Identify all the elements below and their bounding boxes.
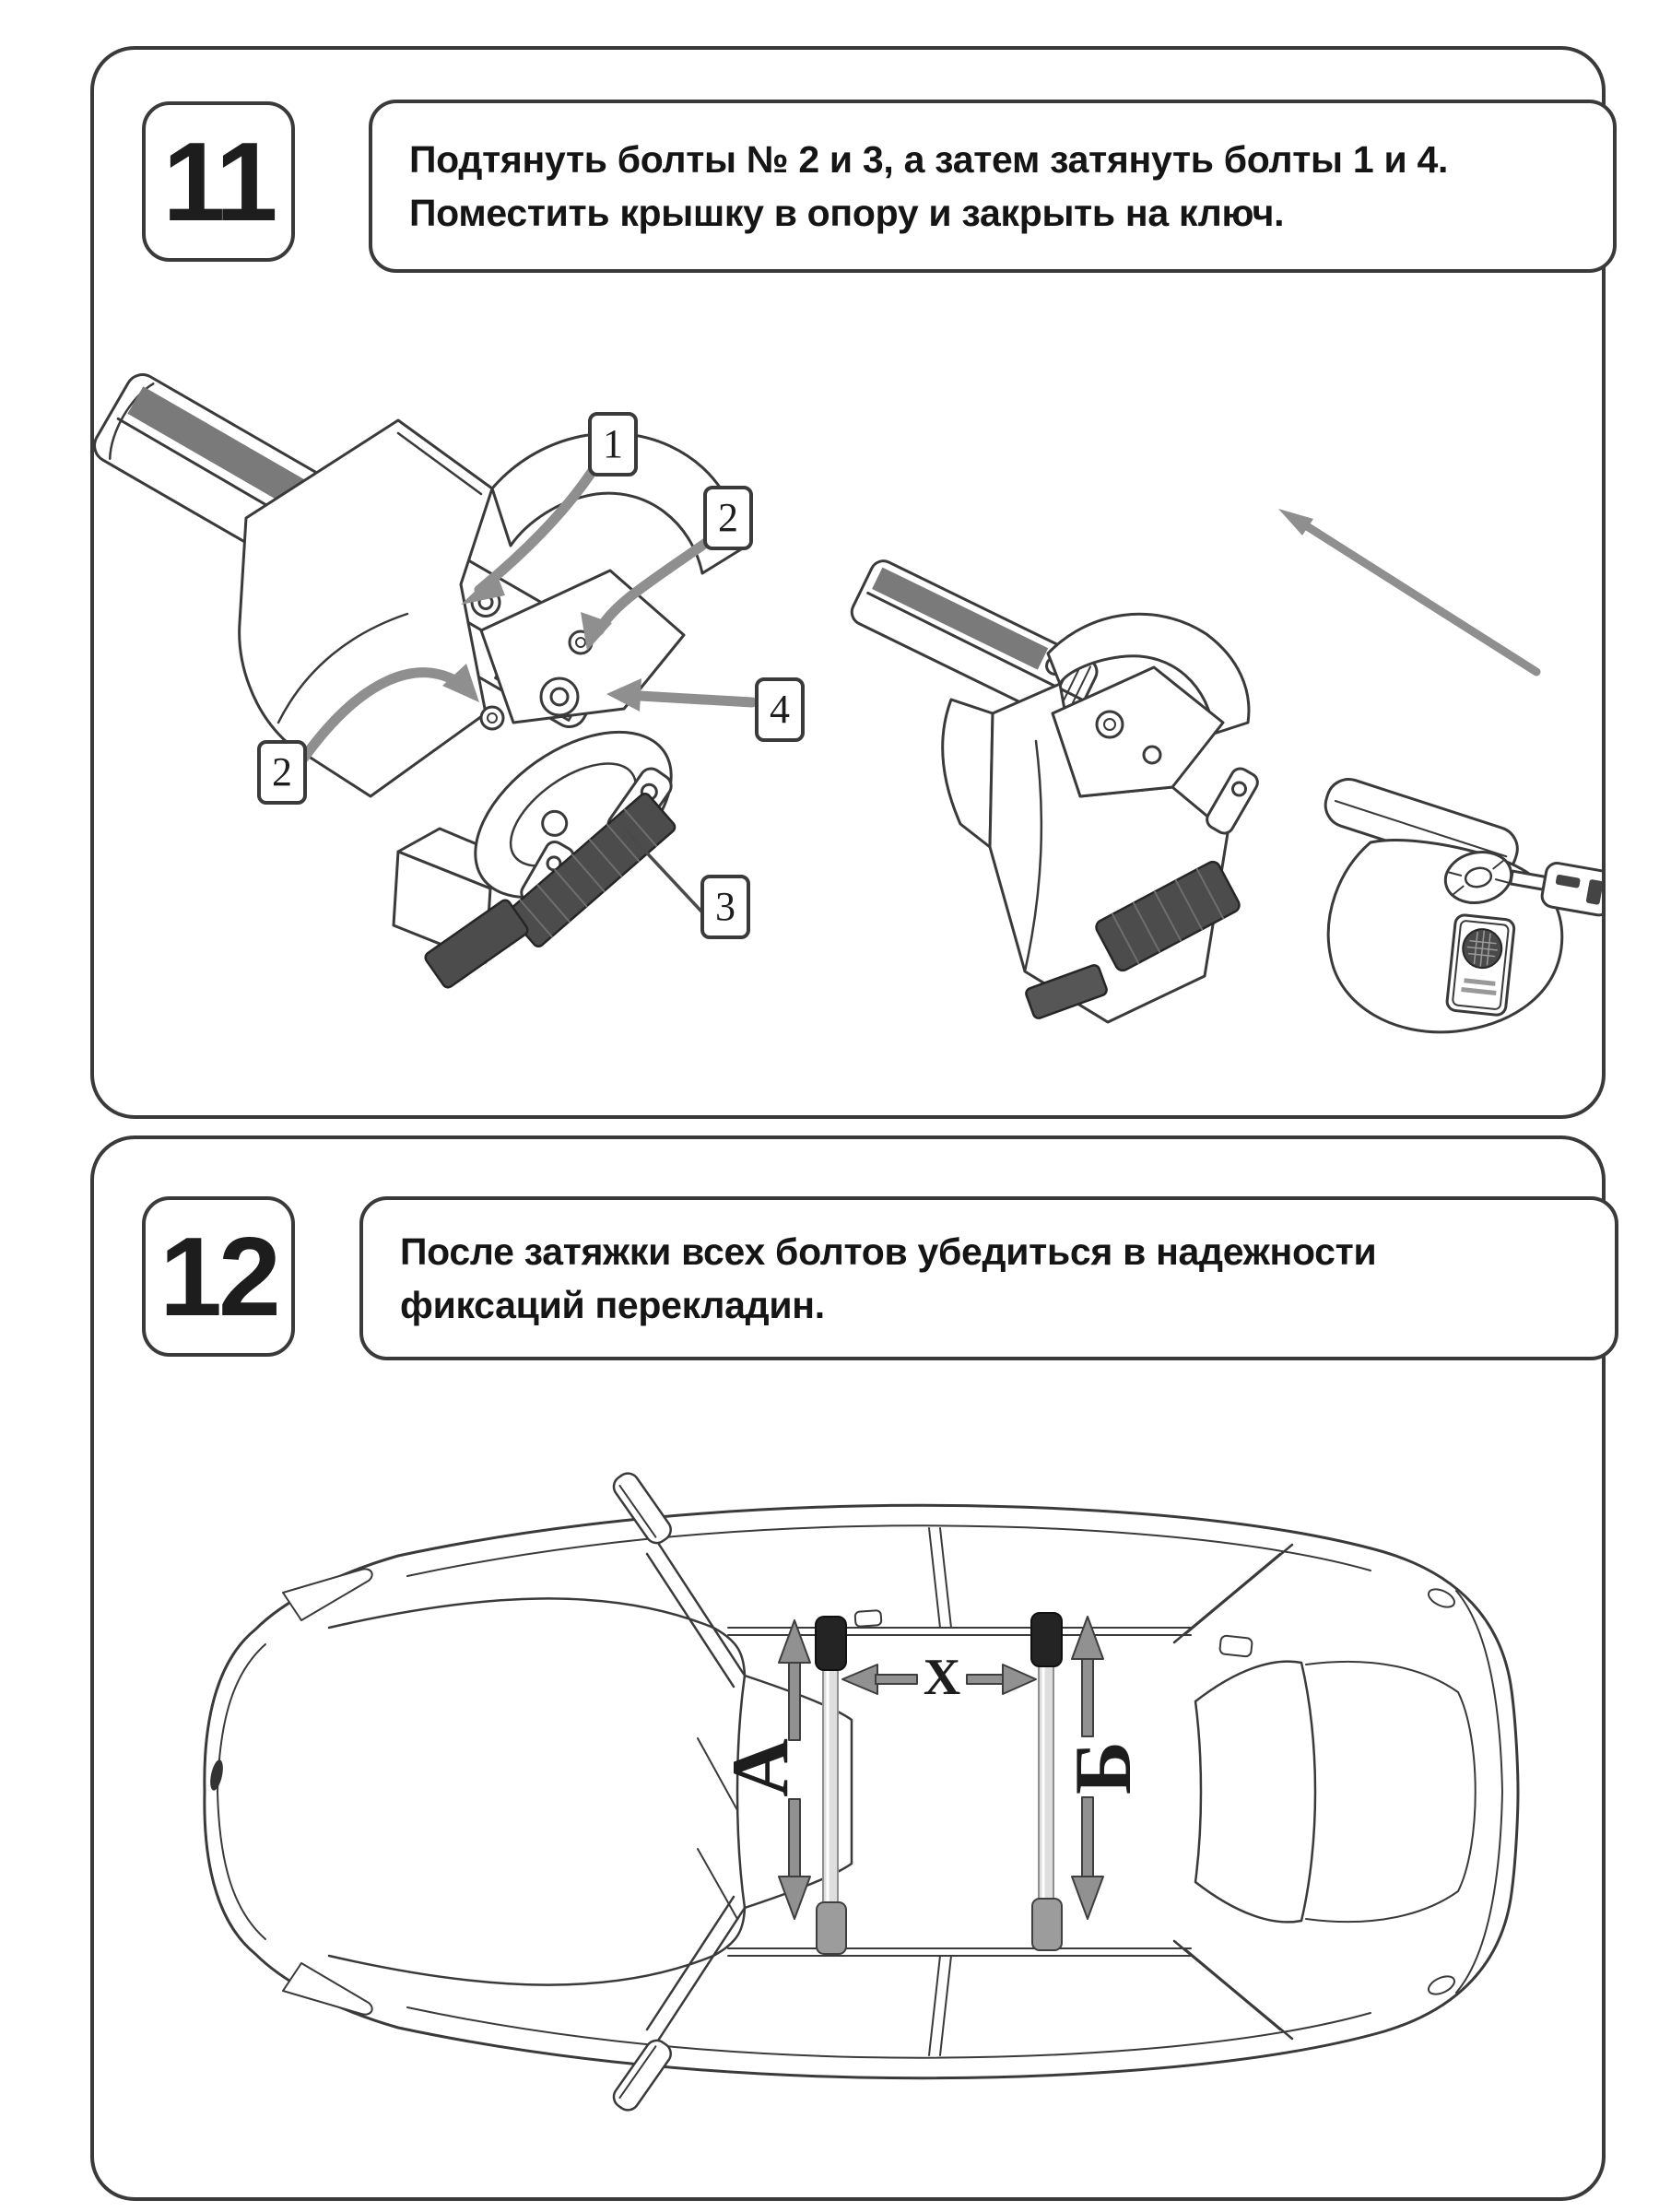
callout-label: 2 bbox=[718, 495, 738, 540]
step-11-instruction-box bbox=[369, 100, 1617, 273]
step-11-number-box bbox=[142, 101, 295, 262]
dimension-label-a: А bbox=[716, 1738, 806, 1797]
step-11-instruction-line2: Поместить крышку в опору и закрыть на ключ. bbox=[409, 192, 1285, 234]
step-12-instruction-box bbox=[359, 1196, 1618, 1360]
dimension-label-x: X bbox=[923, 1649, 961, 1706]
callout-badge-bolt-1 bbox=[588, 412, 638, 477]
callout-badge-bolt-3 bbox=[700, 875, 750, 939]
car-body-outline bbox=[205, 1505, 1518, 2077]
step-11-panel bbox=[90, 46, 1606, 1119]
callout-label: 4 bbox=[770, 687, 790, 732]
callout-badge-bolt-4 bbox=[755, 677, 805, 742]
car-top-view-illustration bbox=[94, 1351, 1602, 2195]
support-foot-right bbox=[848, 557, 1261, 1022]
step-11-instruction-line1: Подтянуть болты № 2 и 3, а затем затянуть болты 1 и 4. bbox=[409, 138, 1449, 181]
callout-label: 3 bbox=[715, 884, 735, 929]
dimension-label-b: Б bbox=[1059, 1740, 1148, 1795]
brand-label bbox=[1446, 914, 1515, 1016]
roof-rack-foot-illustration bbox=[94, 280, 1602, 1110]
support-foot-left bbox=[240, 420, 741, 990]
step-12-instruction-line2: фиксаций перекладин. bbox=[400, 1284, 825, 1326]
callout-label: 1 bbox=[603, 421, 623, 466]
step-12-number-box bbox=[142, 1196, 295, 1357]
callout-label: 2 bbox=[272, 749, 292, 794]
callout-badge-bolt-2-lower bbox=[257, 740, 307, 805]
direction-arrow bbox=[1278, 509, 1536, 672]
step-12-number: 12 bbox=[159, 1214, 277, 1339]
lock-cover-with-key-illustration bbox=[1320, 773, 1602, 1032]
callout-3-leader-line bbox=[627, 831, 704, 914]
step-12-panel bbox=[90, 1135, 1606, 2201]
callout-badge-bolt-2-upper bbox=[703, 486, 753, 550]
step-11-number: 11 bbox=[162, 119, 275, 244]
step-12-instruction-line1: После затяжки всех болтов убедиться в надежности bbox=[400, 1230, 1377, 1273]
